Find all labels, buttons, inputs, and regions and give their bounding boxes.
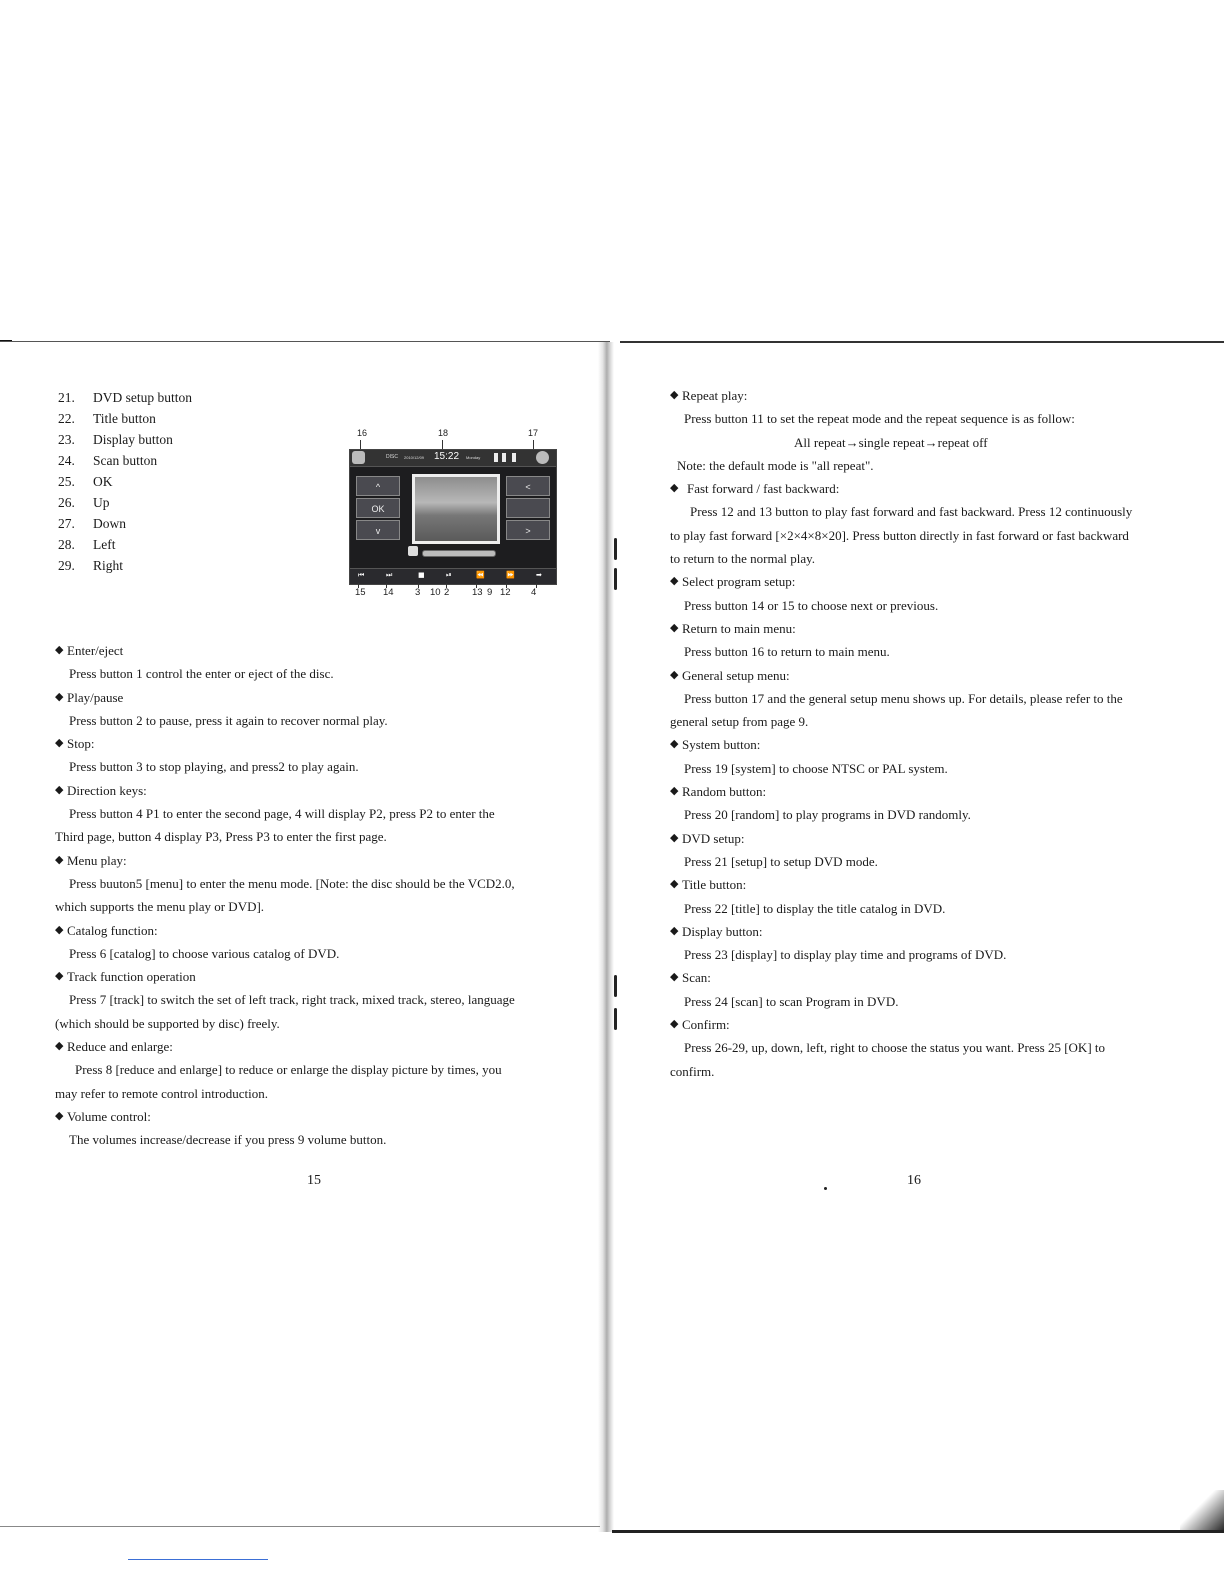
fast-forward-icon[interactable]: ⏩ [506,571,515,579]
list-item [58,513,192,534]
callout-label: 2 [444,587,450,598]
gear-icon [536,451,549,464]
status-time: 15:22 [434,451,460,462]
list-label: Down [93,516,126,531]
section-text: Press 23 [display] to display play time and programs of DVD. [684,947,1007,963]
section-heading: ◆ Scan: [670,966,1132,989]
section-text: Press button 3 to stop playing, and press2 to play again. [69,759,359,775]
rewind-icon[interactable]: ⏪ [476,571,485,579]
ok-button[interactable]: OK [356,498,400,518]
video-preview [412,474,500,544]
volume-slider[interactable] [422,550,496,557]
list-item [58,471,192,492]
section-text: Third page, button 4 display P3, Press P3 to enter the first page. [55,829,387,845]
section-note: Note: the default mode is "all repeat". [677,457,874,473]
diamond-bullet-icon: ◆ [670,621,679,634]
list-label: Display button [93,432,173,447]
list-label: Right [93,558,124,573]
diamond-bullet-icon: ◆ [55,644,64,656]
list-label: Title button [93,411,156,426]
section-text: to return to the normal play. [670,551,816,567]
list-item [58,429,192,450]
callout-label: 3 [415,587,421,598]
list-number: 21. [58,390,75,405]
section-text: Press button 17 and the general setup menu shows up. For details, please refer to the [684,690,1123,706]
diamond-bullet-icon: ◆ [670,878,679,891]
list-label: DVD setup button [93,390,192,405]
book-gutter [598,342,614,1532]
section-heading: ◆ Stop: [55,732,515,755]
diamond-bullet-icon: ◆ [670,831,679,844]
staple-mark [614,975,617,997]
list-label: Scan button [93,453,158,468]
bottom-rule-left [0,1526,600,1527]
bottom-rule-right [612,1530,1224,1533]
section-text: Press 12 and 13 button to play fast forward and fast backward. Press 12 continuously [690,504,1133,520]
section-heading: ◆ Display button: [670,920,1132,943]
diamond-bullet-icon: ◆ [55,690,64,703]
section-text: Press 6 [catalog] to choose various catalog of DVD. [69,945,340,961]
callout-label: 17 [528,428,539,438]
up-button[interactable]: ^ [356,476,400,496]
list-number: 27. [58,516,75,531]
section-text: Press 24 [scan] to scan Program in DVD. [684,993,899,1009]
list-item [58,450,192,471]
diamond-bullet-icon: ◆ [670,668,679,681]
section-heading: ◆ General setup menu: [670,664,1132,687]
down-button[interactable]: v [356,520,400,540]
list-item [58,387,192,408]
diamond-bullet-icon: ◆ [55,783,64,796]
signal-icon [502,453,506,462]
list-item [58,555,192,576]
section-text: The volumes increase/decrease if you press 9 volume button. [69,1132,387,1148]
section-heading: ◆ Track function operation [55,965,515,988]
status-bar [350,450,556,467]
section-text: Press 19 [system] to choose NTSC or PAL system. [684,760,948,776]
list-number: 28. [58,537,75,552]
scan-dot [824,1187,827,1190]
page-number-right: 16 [907,1173,921,1188]
status-day: Monday [466,455,481,460]
diamond-bullet-icon: ◆ [670,924,679,937]
list-label: OK [93,474,113,489]
section-heading: ◆ Select program setup: [670,570,1132,593]
list-number: 25. [58,474,75,489]
play-pause-icon[interactable]: ⏯ [446,571,452,579]
section-text: may refer to remote control introduction. [55,1085,268,1101]
diamond-bullet-icon: ◆ [55,970,64,983]
section-text: general setup from page 9. [670,714,809,730]
diamond-bullet-icon: ◆ [670,389,679,401]
page-arrow-icon[interactable]: ➡ [536,571,542,579]
list-number: 29. [58,558,75,573]
volume-icon [408,546,418,556]
diamond-bullet-icon: ◆ [670,785,679,798]
section-heading: ◆ Reduce and enlarge: [55,1035,515,1058]
stop-icon[interactable]: ■ [418,571,425,579]
section-heading: ◆ Catalog function: [55,919,515,942]
diamond-bullet-icon: ◆ [670,1018,679,1031]
section-text: (which should be supported by disc) freely. [55,1015,280,1031]
status-date: 2010/12/09 [404,455,425,460]
diamond-bullet-icon: ◆ [55,853,64,866]
section-text: to play fast forward [×2×4×8×20]. Press button directly in fast forward or fast backward [670,527,1129,543]
callout-label: 4 [531,587,537,598]
section-text: Press 21 [setup] to setup DVD mode. [684,853,878,869]
signal-icon [494,453,498,462]
scan-artifact-line [128,1559,268,1560]
list-label: Up [93,495,110,510]
section-heading: ◆ Menu play: [55,849,515,872]
callout-label: 12 [500,587,511,598]
callout-label: 16 [357,428,368,438]
callout-label: 15 [355,587,366,598]
section-heading: ◆ Play/pause [55,686,515,709]
callout-label: 18 [438,428,449,438]
section-text: Press button 16 to return to main menu. [684,644,890,660]
section-heading: ◆ Title button: [670,873,1132,896]
section-text: Press 26-29, up, down, left, right to choose the status you want. Press 25 [OK] to [684,1040,1106,1056]
diamond-bullet-icon: ◆ [55,1040,64,1053]
section-text: Press 20 [random] to play programs in DVD randomly. [684,807,971,823]
section-heading: ◆ Volume control: [55,1105,515,1128]
section-text: Press button 11 to set the repeat mode and the repeat sequence is as follow: [684,411,1075,427]
section-text: Press 22 [title] to display the title catalog in DVD. [684,900,946,916]
menu-button[interactable] [506,498,550,518]
top-rule-left [0,341,610,342]
control-bar [350,568,556,584]
disc-icon [352,451,365,464]
diamond-bullet-icon: ◆ [670,738,679,751]
staple-mark [614,1008,617,1030]
previous-icon[interactable]: ⏮ [358,571,365,579]
diamond-bullet-icon: ◆ [55,1109,64,1122]
callout-label: 14 [383,587,394,598]
page-number-left: 15 [307,1173,321,1188]
left-button[interactable]: < [506,476,550,496]
right-button[interactable]: > [506,520,550,540]
callout-label: 10 [430,587,441,598]
section-text: which supports the menu play or DVD]. [55,899,265,915]
next-icon[interactable]: ⏭ [386,571,393,579]
section-heading: ◆ Repeat play: [670,384,1132,407]
list-label: Left [93,537,116,552]
diamond-bullet-icon: ◆ [55,737,64,750]
list-number: 23. [58,432,75,447]
staple-mark [614,568,617,590]
staple-mark [614,538,617,560]
callout-label: 9 [487,587,493,598]
section-heading: ◆ Fast forward / fast backward: [670,477,1132,500]
right-page-body [670,384,1132,1083]
source-label: DISC [386,454,398,460]
repeat-sequence: All repeat→single repeat→repeat off [794,434,988,450]
section-text: confirm. [670,1063,715,1079]
section-heading: ◆ Random button: [670,780,1132,803]
list-item [58,492,192,513]
section-heading: ◆ Confirm: [670,1013,1132,1036]
list-number: 24. [58,453,75,468]
diamond-bullet-icon: ◆ [670,482,679,495]
callout-label: 13 [472,587,483,598]
list-number: 26. [58,495,75,510]
section-text: Press button 1 control the enter or eject of the disc. [69,666,334,682]
section-text: Press button 14 or 15 to choose next or previous. [684,597,939,613]
section-text: Press button 2 to pause, press it again to recover normal play. [69,712,388,728]
section-text: Press 8 [reduce and enlarge] to reduce or enlarge the display picture by times, you [75,1062,502,1078]
battery-icon [512,453,516,462]
page-corner-shadow [1180,1490,1224,1532]
section-text: Press 7 [track] to switch the set of left track, right track, mixed track, stereo, language [69,992,515,1008]
section-heading: ◆ Direction keys: [55,779,515,802]
section-heading: ◆ DVD setup: [670,827,1132,850]
list-item [58,534,192,555]
section-heading: ◆ System button: [670,733,1132,756]
diamond-bullet-icon: ◆ [55,923,64,936]
player-screen [349,449,557,585]
diamond-bullet-icon: ◆ [670,971,679,984]
section-heading: ◆ Return to main menu: [670,617,1132,640]
top-rule-right [620,341,1224,343]
dvd-screen-figure [347,430,557,606]
section-heading: ◆ Enter/eject [55,639,515,662]
diamond-bullet-icon: ◆ [670,575,679,588]
button-list [58,387,192,576]
list-number: 22. [58,411,75,426]
section-text: Press button 4 P1 to enter the second page, 4 will display P2, press P2 to enter the [69,806,495,822]
list-item [58,408,192,429]
section-text: Press buuton5 [menu] to enter the menu mode. [Note: the disc should be the VCD2.0, [69,875,515,891]
left-page-body [55,639,515,1152]
